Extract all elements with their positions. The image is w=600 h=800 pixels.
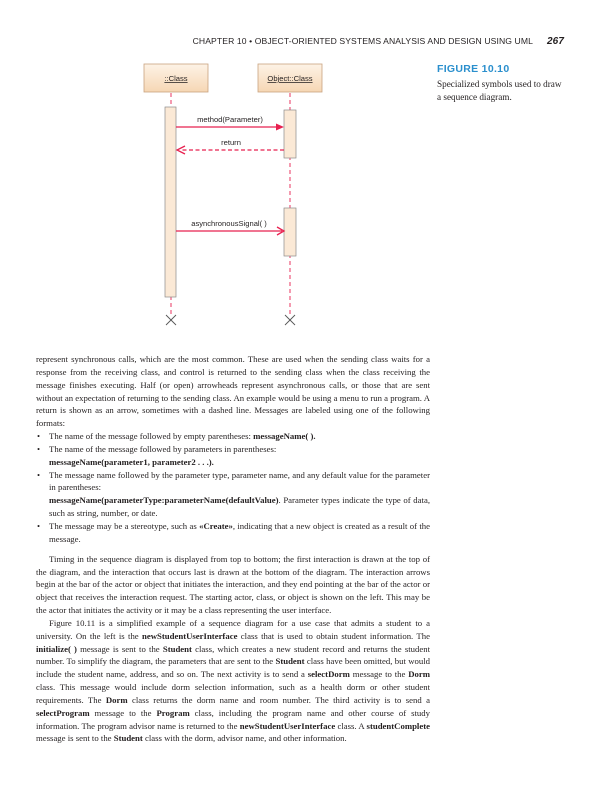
return-message-arrow — [177, 146, 284, 154]
class-destruction-x-icon — [166, 315, 176, 325]
object-activation-bar-1 — [284, 110, 296, 158]
message-1-label: method(Parameter) — [197, 115, 263, 124]
list-item: • The message name followed by the parameter type, parameter name, and any default value for the parameter in parentheses: messageName(parameterType:parameterName(defaultValue). Parameter types indicate the type of data, such as string, number, or date. — [36, 469, 430, 520]
class-box-label: ::Class — [164, 74, 188, 83]
list-item: • The name of the message followed by parameters in parentheses: messageName(parameter1, parameter2 . . .). — [36, 443, 430, 469]
figure-caption: Specialized symbols used to draw a sequence diagram. — [437, 79, 562, 102]
list-item: • The name of the message followed by empty parentheses: messageName( ). — [36, 430, 430, 443]
page-number: 267 — [547, 36, 564, 47]
paragraph-3: Figure 10.11 is a simplified example of a sequence diagram for a use case that admits a student to a university. On the left is the newStudentUserInterface class that is used to obtain student information. The initialize( ) message is sent to the Student class, which creates a new student record and returns the student number. To simplify the diagram, the parameters that are sent to the Student class have been omitted, but would include the student name, address, and so on. The next activity is to send a selectDorm message to the Dorm class. This message would include dorm selection information, such as a health dorm or other student requirements. The Dorm class returns the dorm name and room number. The third activity is to send a selectProgram message to the Program class, including the program name and other course of study information. The program advisor name is returned to the newStudentUserInterface class. A studentComplete message is sent to the Student class with the dorm, advisor name, and other information. — [36, 617, 431, 744]
object-destruction-x-icon — [285, 315, 295, 325]
message-3-label: asynchronousSignal( ) — [191, 219, 267, 228]
class-box — [144, 64, 208, 92]
paragraph-2: Timing in the sequence diagram is displayed from top to bottom; the first interaction is drawn at the top of the diagram, and the interaction that occurs last is drawn at the bottom of the diagram. The interaction arrows begin at the bar of the actor or object that initiates the interaction, and they end pointing at the bar of the actor or object that receives the interaction request. The starting actor, class, or object is shown on the left. This may be the actor that initiates the activity or it may be a class representing the user interface. — [36, 553, 430, 616]
chapter-title: CHAPTER 10 • OBJECT-ORIENTED SYSTEMS ANALYSIS AND DESIGN USING UML — [192, 36, 533, 46]
sequence-diagram — [0, 0, 600, 340]
body-text — [36, 353, 430, 745]
class-activation-bar — [165, 107, 176, 297]
figure-label: FIGURE 10.10 — [437, 63, 510, 75]
message-format-list — [36, 430, 430, 546]
object-box — [258, 64, 322, 92]
message-2-label: return — [221, 138, 241, 147]
synchronous-message-arrow — [176, 124, 284, 131]
asynchronous-message-arrow — [176, 227, 284, 235]
object-activation-bar-2 — [284, 208, 296, 256]
object-box-label: Object::Class — [267, 74, 313, 83]
list-item: • The message may be a stereotype, such as «Create», indicating that a new object is created as a result of the message. — [36, 520, 430, 546]
paragraph-1: represent synchronous calls, which are the most common. These are used when the sending class waits for a response from the receiving class, and control is returned to the sending class when the class receiving the message finishes executing. Half (or open) arrowheads represent asynchronous calls, or those that are sent without an expectation of returning to the sending class. An example would be using a menu to run a program. A return is shown as an arrow, sometimes with a dashed line. Messages are labeled using one of the following formats: — [36, 354, 430, 429]
